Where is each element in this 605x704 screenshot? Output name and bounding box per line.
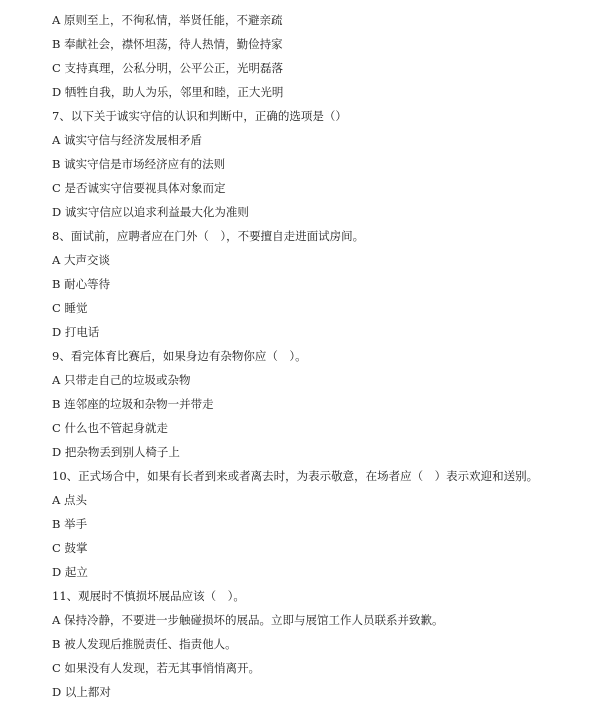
option-line: B 连邻座的垃圾和杂物一并带走 xyxy=(52,397,214,411)
question-9: 9、看完体育比赛后，如果身边有杂物你应（ ）。 xyxy=(52,349,307,363)
question-10: 10、正式场合中，如果有长者到来或者离去时，为表示敬意，在场者应（ ）表示欢迎和送别。 xyxy=(52,469,539,483)
option-line: B 举手 xyxy=(52,517,88,531)
option-line: D 打电话 xyxy=(52,325,100,339)
option-line: B 奉献社会，襟怀坦荡，待人热情，勤俭持家 xyxy=(52,37,283,51)
option-line: A 大声交谈 xyxy=(52,253,110,267)
option-line: D 把杂物丢到别人椅子上 xyxy=(52,445,180,459)
option-line: A 保持冷静，不要进一步触碰损坏的展品。立即与展馆工作人员联系并致歉。 xyxy=(52,613,444,627)
option-line: C 支持真理，公私分明，公平公正，光明磊落 xyxy=(52,61,283,75)
option-line: C 如果没有人发现，若无其事悄悄离开。 xyxy=(52,661,260,675)
option-line: D 起立 xyxy=(52,565,88,579)
option-line: B 诚实守信是市场经济应有的法则 xyxy=(52,157,226,171)
document-page xyxy=(52,8,602,704)
option-line: C 鼓掌 xyxy=(52,541,88,555)
option-line: C 是否诚实守信要视具体对象而定 xyxy=(52,181,226,195)
question-8: 8、面试前，应聘者应在门外（ ），不要擅自走进面试房间。 xyxy=(52,229,365,243)
option-line: C 睡觉 xyxy=(52,301,88,315)
option-line: C 什么也不管起身就走 xyxy=(52,421,168,435)
question-7: 7、以下关于诚实守信的认识和判断中，正确的选项是（） xyxy=(52,109,347,123)
option-line: D 牺牲自我，助人为乐，邻里和睦，正大光明 xyxy=(52,85,284,99)
option-line: A 只带走自己的垃圾或杂物 xyxy=(52,373,191,387)
option-line: B 被人发现后推脱责任、指责他人。 xyxy=(52,637,237,651)
option-line: D 诚实守信应以追求利益最大化为准则 xyxy=(52,205,249,219)
option-line: A 点头 xyxy=(52,493,87,507)
option-line: D 以上都对 xyxy=(52,685,111,699)
option-line: A 诚实守信与经济发展相矛盾 xyxy=(52,133,202,147)
option-line: A 原则至上，不徇私情，举贤任能，不避亲疏 xyxy=(52,13,283,27)
option-line: B 耐心等待 xyxy=(52,277,111,291)
question-11: 11、观展时不慎损坏展品应该（ ）。 xyxy=(52,589,245,603)
